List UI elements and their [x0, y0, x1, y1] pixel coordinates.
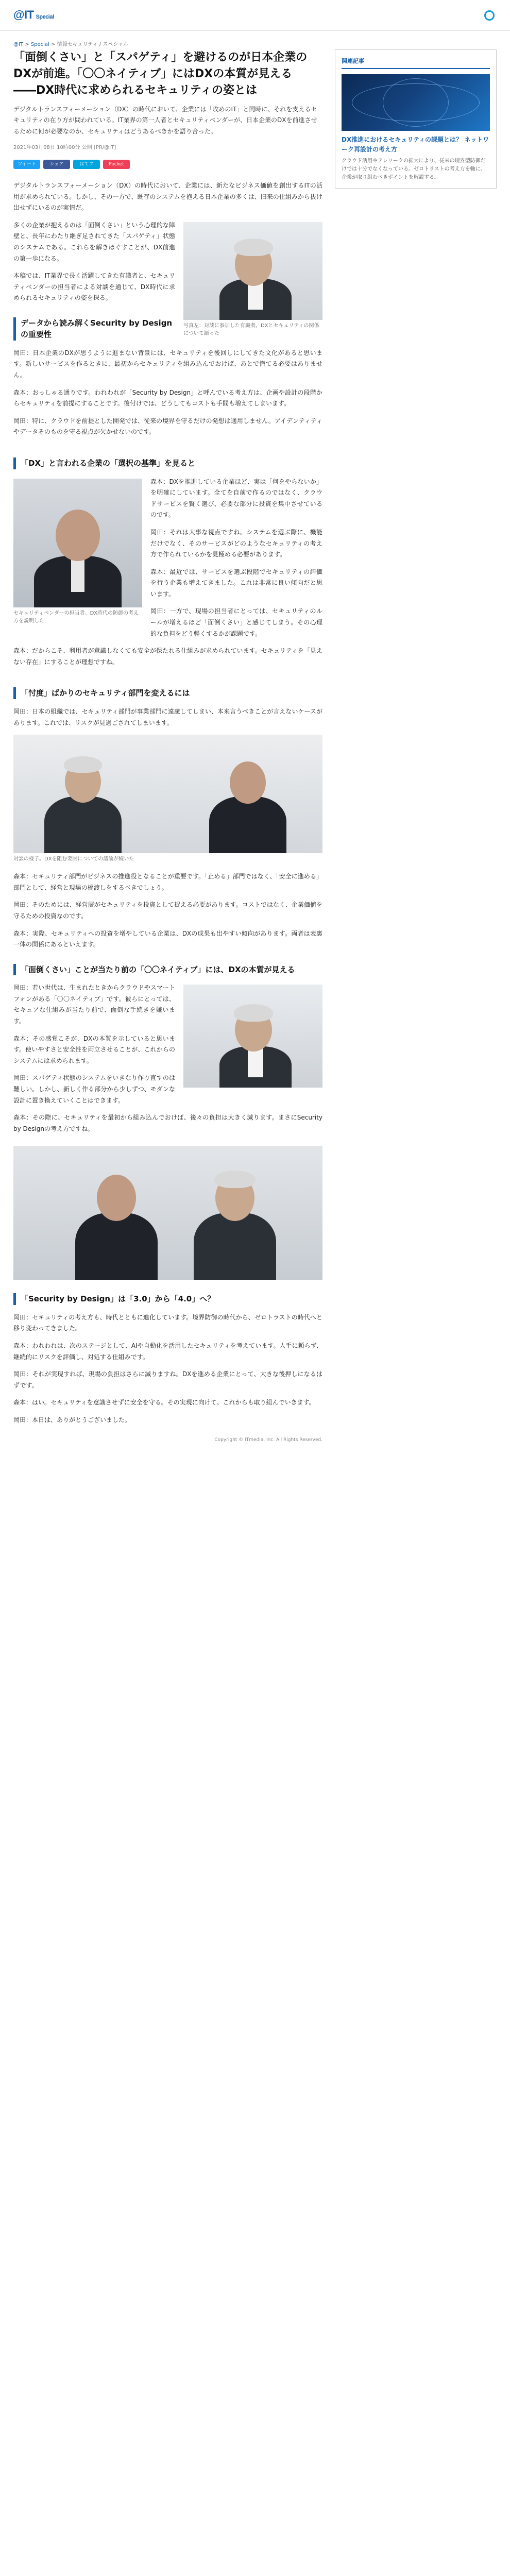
breadcrumb: [13, 40, 128, 49]
photo-caption: 対談の様子。DXを阻む要因についての議論が続いた: [13, 856, 134, 862]
body-para: 岡田：若い世代は、生まれたときからクラウドやスマートフォンがある「〇〇ネイティブ」です。彼らにとっては、セキュアな仕組みが当たり前で、面倒な手続きを嫌います。: [13, 984, 175, 1025]
body-para: 森本：セキュリティ部門がビジネスの推進役となることが重要です。「止める」部門ではなく、「安全に進める」部門として、経営と現場の橋渡しをするべきでしょう。: [13, 873, 322, 891]
intro-para: 多くの企業が抱えるのは「面倒くさい」という心理的な障壁と、長年にわたり継ぎ足されてきた「スパゲティ」状態のシステムである。これらを解きほぐすことが、DX前進の第一歩になる。: [13, 221, 175, 262]
body-para: 岡田：そのためには、経営層がセキュリティを投資として捉える必要があります。コストではなく、企業価値を守るための投資なのです。: [13, 901, 322, 920]
intro-para: デジタルトランスフォーメーション（DX）の時代において、企業には、新たなビジネス価値を創出するITの活用が求められている。しかし、その一方で、既存のシステムを抱える日本企業の多くは、旧来の仕組みから抜け出せずにいるのが実情だ。: [13, 181, 322, 212]
related-title[interactable]: DX推進におけるセキュリティの課題とは？ ネットワーク再設計の考え方: [342, 136, 489, 153]
body-para: 森本：おっしゃる通りです。われわれが「Security by Design」と呼んでいる考え方は、企画や設計の段階からセキュリティを前提にすることです。後付けでは、どうしてもコストも手間も増えてしまいます。: [13, 388, 322, 408]
body-para: 岡田：セキュリティの考え方も、時代とともに進化しています。境界防御の時代から、ゼロトラストの時代へと移り変わってきました。: [13, 1313, 322, 1332]
body-para: 岡田：本日は、ありがとうございました。: [13, 1416, 131, 1423]
body-para: 岡田：スパゲティ状態のシステムをいきなり作り直すのは難しい。しかし、新しく作る部分から少しずつ、モダンな設計に置き換えていくことはできます。: [13, 1074, 175, 1104]
speaker-photo: [183, 222, 322, 320]
body-para: 岡田：一方で、現場の担当者にとっては、セキュリティのルールが増えるほど「面倒くさい」と感じてしまう。その心理的な負担をどう軽くするかが課題です。: [150, 607, 322, 637]
article-main: [13, 49, 322, 1444]
photo-caption: 写真左：対談に参加した有識者。DXとセキュリティの関係について語った: [183, 323, 319, 336]
body-para: 森本：最近では、サービスを選ぶ段階でセキュリティの評価を行う企業も増えてきました。これは非常に良い傾向だと思います。: [150, 568, 322, 598]
body-para: 森本：はい。セキュリティを意識させずに安全を守る。その実現に向けて、これからも取り組んでいきます。: [13, 1399, 315, 1406]
body-para: 岡田：日本企業のDXが思うように進まない背景には、セキュリティを後回しにしてきた文化があると思います。新しいサービスを作るときに、最初からセキュリティを組み込んでおけば、あとで慌てる必要はありません。: [13, 349, 322, 379]
body-para: 森本：その際に、セキュリティを最初から組み込んでおけば、後々の負担は大きく減ります。まさにSecurity by Designの考え方ですね。: [13, 1114, 322, 1132]
body-para: 森本：その感覚こそが、DXの本質を示していると思います。使いやすさと安全性を両立させることが、これからのシステムには求められます。: [13, 1035, 175, 1064]
dialogue-photo: [13, 735, 322, 853]
share-buttons: [13, 160, 322, 169]
related-card[interactable]: [335, 49, 497, 189]
network-graphic: [342, 74, 490, 131]
facebook-share-button[interactable]: シェア: [43, 160, 70, 169]
breadcrumb-current: 情報セキュリティ / スペシャル: [57, 42, 129, 47]
article-byline: 2021年03月08日 10時00分 公開 [PR/@IT]: [13, 145, 116, 151]
body-para: 森本：だからこそ、利用者が意識しなくても安全が保たれる仕組みが求められています。セキュリティを「見えない存在」にすることが理想ですね。: [13, 647, 322, 666]
logo-sub: Special: [36, 14, 54, 20]
body-para: 岡田：日本の組織では、セキュリティ部門が事業部門に遠慮してしまい、本来言うべきことが言えないケースがあります。これでは、リスクが見過ごされてしまいます。: [13, 707, 322, 726]
article-lead: デジタルトランスフォーメーション（DX）の時代において、企業には「攻めのIT」と同時に、それを支えるセキュリティの在り方が問われている。IT業界の第一人者とセキュリティベンダーが、日本企業のDXを前進させるために何が必要なのか、セキュリティはどうあるべきかを語り合った。: [13, 105, 317, 135]
body-para: 森本：われわれは、次のステージとして、AIや自動化を活用したセキュリティを考えています。人手に頼らず、継続的にリスクを評価し、対処する仕組みです。: [13, 1342, 322, 1361]
breadcrumb-home[interactable]: @IT: [13, 42, 24, 47]
photo-figure: [13, 1146, 322, 1280]
article-title: 「面倒くさい」と「スパゲティ」を避けるのが日本企業のDXが前進。「〇〇ネイティブ」にはDXの本質が見える――DX時代に求められるセキュリティの姿とは: [13, 51, 308, 97]
photo-figure: [183, 985, 322, 1088]
dialogue-photo: [13, 1146, 322, 1280]
speaker-photo: [13, 479, 142, 607]
body-para: 岡田：それが実現すれば、現場の負担はさらに減りますね。DXを進める企業にとって、大きな後押しになるはずです。: [13, 1370, 322, 1389]
section-heading: 「面倒くさい」ことが当たり前の「〇〇ネイティブ」には、DXの本質が見える: [13, 964, 322, 976]
body-para: 森本：DXを推進している企業ほど、実は「何をやらないか」を明確にしています。全てを自前で作るのではなく、クラウドサービスを賢く選び、必要な部分に投資を集中させているのです。: [150, 478, 322, 519]
logo-text: @IT: [13, 8, 34, 21]
body-para: 岡田：特に、クラウドを前提とした開発では、従来の境界を守るだけの発想は通用しません。アイデンティティやデータそのものを守る視点が欠かせないのです。: [13, 417, 322, 436]
speaker-photo: [183, 985, 322, 1088]
circle-logo-icon: [484, 10, 495, 21]
site-logo[interactable]: [13, 5, 54, 25]
intro-para: 本稿では、IT業界で長く活躍してきた有識者と、セキュリティベンダーの担当者による対談を通じて、DX時代に求められるセキュリティの姿を探る。: [13, 272, 175, 302]
sidebar: [335, 49, 497, 189]
section-heading: 「DX」と言われる企業の「選択の基準」を見ると: [13, 457, 322, 469]
section-heading: 「忖度」ばかりのセキュリティ部門を変えるには: [13, 687, 322, 699]
photo-figure: [183, 222, 322, 337]
tweet-button[interactable]: ツイート: [13, 160, 40, 169]
body-para: 森本：実際、セキュリティへの投資を増やしている企業は、DXの成果も出やすい傾向があります。両者は表裏一体の関係にあるといえます。: [13, 929, 322, 948]
related-label: 関連記事: [342, 56, 490, 69]
related-text: クラウド活用やテレワークの拡大により、従来の境界型防御だけでは十分でなくなっている。ゼロトラストの考え方を軸に、企業が取り組むべきポイントを解説する。: [342, 158, 486, 181]
photo-caption: セキュリティベンダーの担当者。DX時代の防御の考え方を説明した: [13, 610, 139, 624]
hatena-button[interactable]: はてブ: [73, 160, 100, 169]
photo-figure: [13, 479, 142, 625]
section-heading: 「Security by Design」は「3.0」から「4.0」へ？: [13, 1293, 322, 1305]
breadcrumb-section[interactable]: Special: [30, 42, 49, 47]
body-para: 岡田：それは大事な視点ですね。システムを選ぶ際に、機能だけでなく、そのサービスがどのようなセキュリティの考え方で作られているかを見極める必要があります。: [150, 528, 322, 558]
breadcrumb-sep: >: [23, 42, 31, 47]
copyright: Copyright © ITmedia, Inc. All Rights Reserved.: [214, 1437, 322, 1443]
breadcrumb-sep: >: [49, 42, 57, 47]
site-header: [0, 0, 510, 31]
photo-figure: [13, 735, 322, 863]
section-heading: データから読み解くSecurity by Designの重要性: [13, 317, 322, 341]
pocket-button[interactable]: Pocket: [103, 160, 130, 169]
